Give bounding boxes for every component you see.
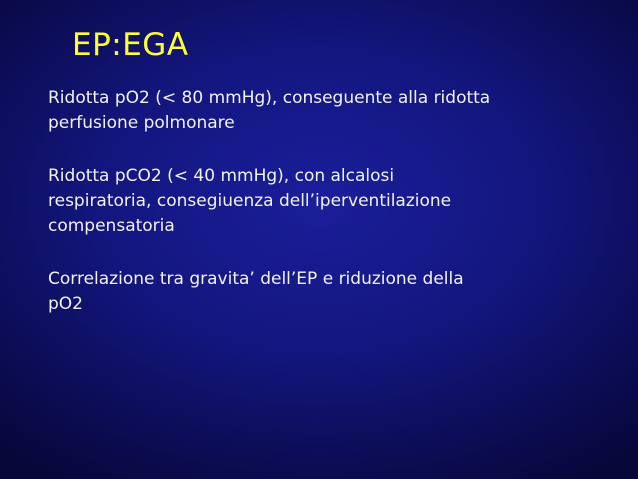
slide-title: EP:EGA: [72, 27, 189, 63]
bullet-line: Ridotta pCO2 (< 40 mmHg), con alcalosi: [48, 166, 395, 186]
bullet-line: Correlazione tra gravita’ dell’EP e riduzione della: [48, 269, 464, 289]
bullet-item: [48, 164, 628, 239]
bullet-line: compensatoria: [48, 216, 175, 236]
bullet-item: [48, 86, 628, 136]
bullet-list: [48, 86, 628, 345]
bullet-item: [48, 267, 628, 317]
bullet-line: perfusione polmonare: [48, 113, 235, 133]
bullet-line: respiratoria, consegiuenza dell’iperventilazione: [48, 191, 452, 211]
bullet-line: Ridotta pO2 (< 80 mmHg), conseguente alla ridotta: [48, 88, 491, 108]
bullet-line: pO2: [48, 294, 83, 314]
